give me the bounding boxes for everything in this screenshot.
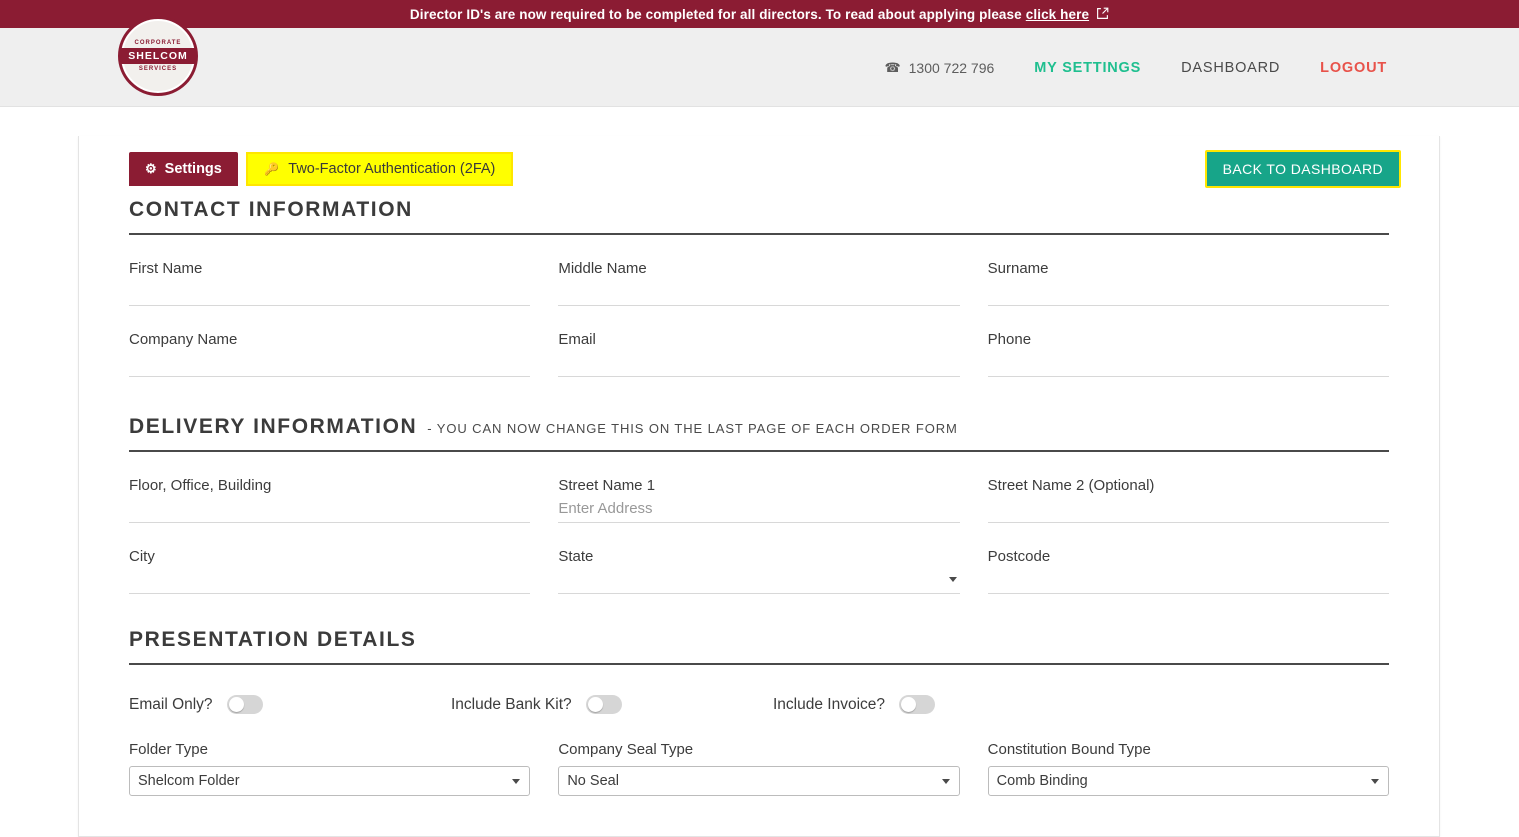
field-state [558,523,959,594]
delivery-information-title: DELIVERY INFORMATION [129,415,418,438]
field-company-name [129,306,530,377]
nav-dashboard[interactable]: DASHBOARD [1181,59,1281,76]
street-name-1-input[interactable] [558,496,959,522]
state-select-wrap [558,567,959,593]
contact-information-grid [129,235,1389,377]
include-invoice-toggle[interactable] [899,695,935,714]
company-name-input[interactable] [129,350,530,376]
company-seal-type-select[interactable] [559,767,958,795]
include-invoice-label: Include Invoice? [773,695,886,713]
first-name-input[interactable] [129,279,530,305]
field-city [129,523,530,594]
tab-two-factor-authentication[interactable] [246,152,513,186]
email-only-toggle[interactable] [227,695,263,714]
state-select[interactable] [558,567,959,593]
site-header [0,28,1519,107]
field-folder-type [129,740,530,796]
external-link-icon [1096,7,1109,23]
tab-settings-label: Settings [164,161,222,177]
city-input[interactable] [129,567,530,593]
back-to-dashboard-button[interactable]: BACK TO DASHBOARD [1205,150,1401,188]
toggle-group-include-bank-kit [451,695,773,714]
floor-office-building-input[interactable] [129,496,530,522]
toggle-knob [229,697,244,712]
middle-name-label: Middle Name [558,260,647,277]
gear-icon: ⚙ [145,161,157,176]
middle-name-input[interactable] [558,279,959,305]
field-middle-name [558,235,959,306]
toggle-knob [901,697,916,712]
phone-label: Phone [987,331,1032,348]
delivery-information-grid [129,452,1389,594]
announcement-text: Director ID's are now required to be completed for all directors. To read about applying please [409,6,1022,22]
shelcom-logo[interactable] [118,16,198,96]
field-phone [988,306,1389,377]
company-seal-type-select-box[interactable] [558,766,959,796]
toggle-group-include-invoice [773,695,935,714]
presentation-details-title: PRESENTATION DETAILS [129,628,417,651]
postcode-label: Postcode [987,548,1051,565]
key-icon: 🔑 [264,162,280,176]
phone-number[interactable] [884,60,994,76]
folder-type-label: Folder Type [129,741,208,758]
tab-bar [79,136,1439,198]
delivery-information-section [129,415,1389,594]
contact-information-section [129,198,1389,377]
toggle-knob [588,697,603,712]
surname-input[interactable] [988,279,1389,305]
field-street-name-2 [988,452,1389,523]
street-name-1-label: Street Name 1 [558,477,656,494]
constitution-bound-type-select[interactable] [989,767,1388,795]
logo-brand: SHELCOM [121,48,195,64]
state-label: State [558,548,594,565]
folder-type-select-box[interactable] [129,766,530,796]
field-company-seal-type [558,740,959,796]
phone-icon: ☎ [884,59,901,75]
toggle-group-email-only [129,695,451,714]
include-bank-kit-toggle[interactable] [586,695,622,714]
company-name-label: Company Name [129,331,238,348]
field-first-name [129,235,530,306]
contact-information-header [129,198,1389,235]
presentation-details-header [129,628,1389,665]
phone-input[interactable] [988,350,1389,376]
tab-settings[interactable] [129,152,238,186]
postcode-input[interactable] [988,567,1389,593]
constitution-bound-type-select-box[interactable] [988,766,1389,796]
field-surname [988,235,1389,306]
nav-my-settings[interactable]: MY SETTINGS [1034,59,1142,76]
logo-ring-bottom: SERVICES [138,66,178,72]
email-only-label: Email Only? [129,695,213,713]
company-seal-type-label: Company Seal Type [558,741,694,758]
include-bank-kit-label: Include Bank Kit? [451,695,572,713]
nav-logout[interactable]: LOGOUT [1320,59,1387,76]
email-label: Email [558,331,596,348]
presentation-toggles [129,665,1389,714]
field-constitution-bound-type [988,740,1389,796]
first-name-label: First Name [129,260,203,277]
field-postcode [988,523,1389,594]
surname-label: Surname [987,260,1049,277]
presentation-selects [129,714,1389,796]
contact-information-title: CONTACT INFORMATION [129,198,413,221]
floor-office-building-label: Floor, Office, Building [129,477,272,494]
email-input[interactable] [558,350,959,376]
city-label: City [129,548,155,565]
delivery-information-header [129,415,1389,452]
constitution-bound-type-label: Constitution Bound Type [987,741,1151,758]
street-name-2-input[interactable] [988,496,1389,522]
announcement-bar [0,0,1519,28]
delivery-information-subtitle: - YOU CAN NOW CHANGE THIS ON THE LAST PAGE OF EACH ORDER FORM [427,421,958,436]
folder-type-select[interactable] [130,767,529,795]
field-street-name-1 [558,452,959,523]
tab-two-factor-label: Two-Factor Authentication (2FA) [288,161,496,177]
phone-number-label: 1300 722 796 [908,59,995,76]
street-name-2-label: Street Name 2 (Optional) [987,477,1155,494]
header-nav [884,28,1387,107]
presentation-details-section [129,628,1389,796]
field-email [558,306,959,377]
announcement-link[interactable]: click here [1025,6,1090,22]
field-floor-office-building [129,452,530,523]
settings-card [78,136,1440,837]
logo-ring-top: CORPORATE [134,40,182,46]
